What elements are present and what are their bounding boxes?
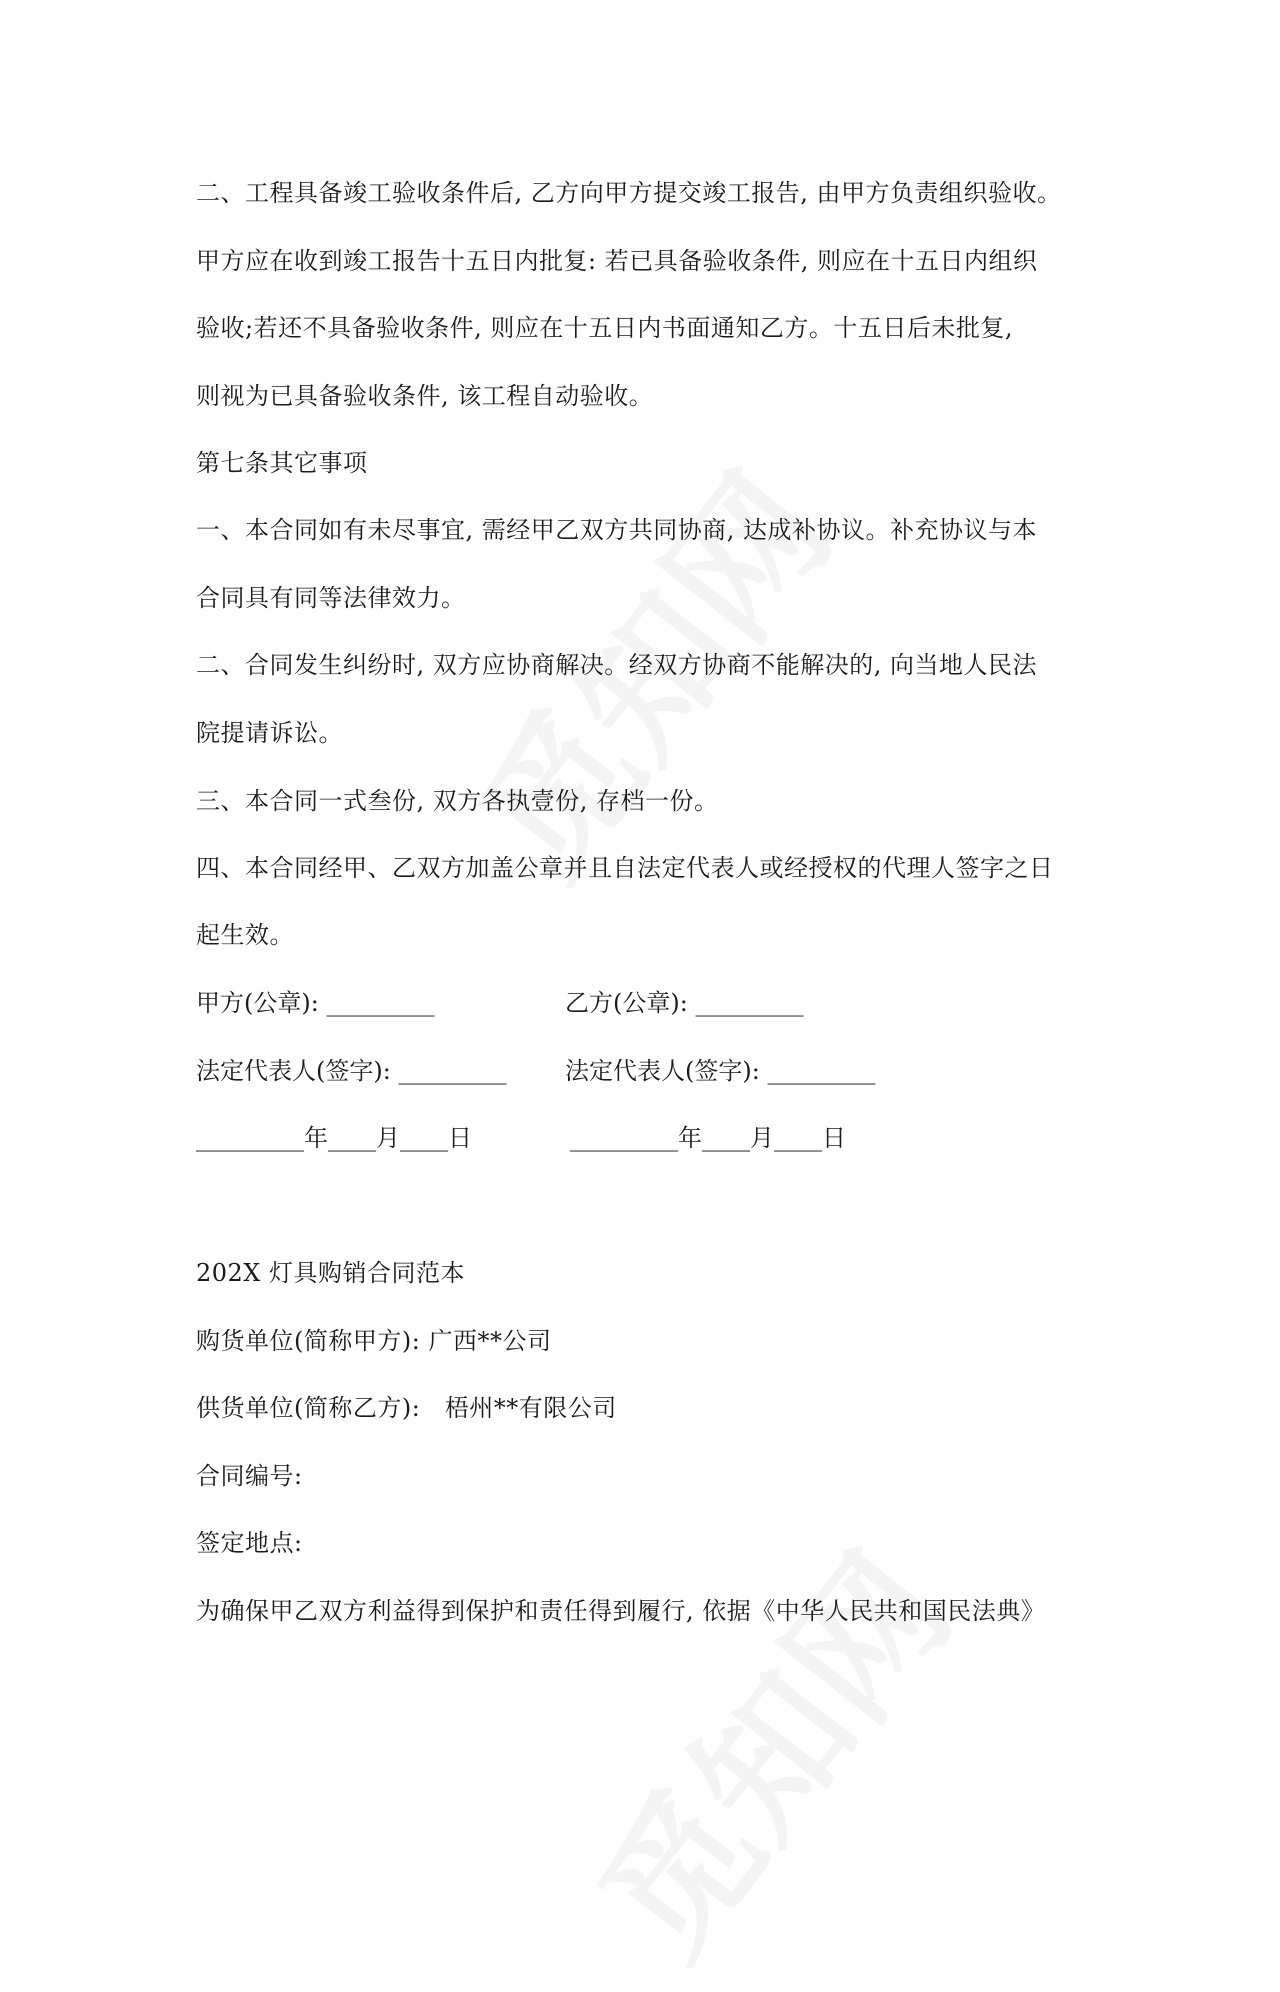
date-a: _________年____月____日	[196, 1124, 472, 1152]
body-line: 则视为已具备验收条件, 该工程自动验收。	[196, 382, 654, 410]
body-line: 院提请诉讼。	[196, 719, 343, 747]
body-line: 三、本合同一式叁份, 双方各执壹份, 存档一份。	[196, 787, 719, 815]
rep-b-signature: 法定代表人(签字): _________	[565, 1057, 876, 1085]
buyer-line: 购货单位(简称甲方): 广西**公司	[196, 1327, 552, 1355]
body-line: 合同具有同等法律效力。	[196, 584, 466, 612]
watermark	[541, 1504, 988, 1992]
contract-title: 202X 灯具购销合同范本	[196, 1259, 466, 1287]
body-line: 甲方应在收到竣工报告十五日内批复: 若已具备验收条件, 则应在十五日内组织	[196, 247, 1038, 275]
body-line: 二、工程具备竣工验收条件后, 乙方向甲方提交竣工报告, 由甲方负责组织验收。	[196, 179, 1062, 207]
date-b: _________年____月____日	[570, 1124, 846, 1152]
body-line: 一、本合同如有未尽事宜, 需经甲乙双方共同协商, 达成补协议。补充协议与本	[196, 516, 1038, 544]
supplier-line: 供货单位(简称乙方): 梧州**有限公司	[196, 1394, 617, 1422]
body-line: 四、本合同经甲、乙双方加盖公章并且自法定代表人或经授权的代理人签字之日	[196, 854, 1054, 882]
body-line: 二、合同发生纠纷时, 双方应协商解决。经双方协商不能解决的, 向当地人民法	[196, 651, 1038, 679]
signing-place: 签定地点:	[196, 1529, 303, 1557]
body-line: 验收;若还不具备验收条件, 则应在十五日内书面通知乙方。十五日后未批复,	[196, 314, 1013, 342]
section-heading: 第七条其它事项	[196, 449, 368, 477]
body-line: 为确保甲乙双方利益得到保护和责任得到履行, 依据《中华人民共和国民法典》	[196, 1597, 1046, 1625]
party-a-seal: 甲方(公章): _________	[196, 989, 435, 1017]
party-b-seal: 乙方(公章): _________	[565, 989, 804, 1017]
rep-a-signature: 法定代表人(签字): _________	[196, 1057, 507, 1085]
body-line: 起生效。	[196, 921, 294, 949]
contract-number: 合同编号:	[196, 1462, 303, 1490]
